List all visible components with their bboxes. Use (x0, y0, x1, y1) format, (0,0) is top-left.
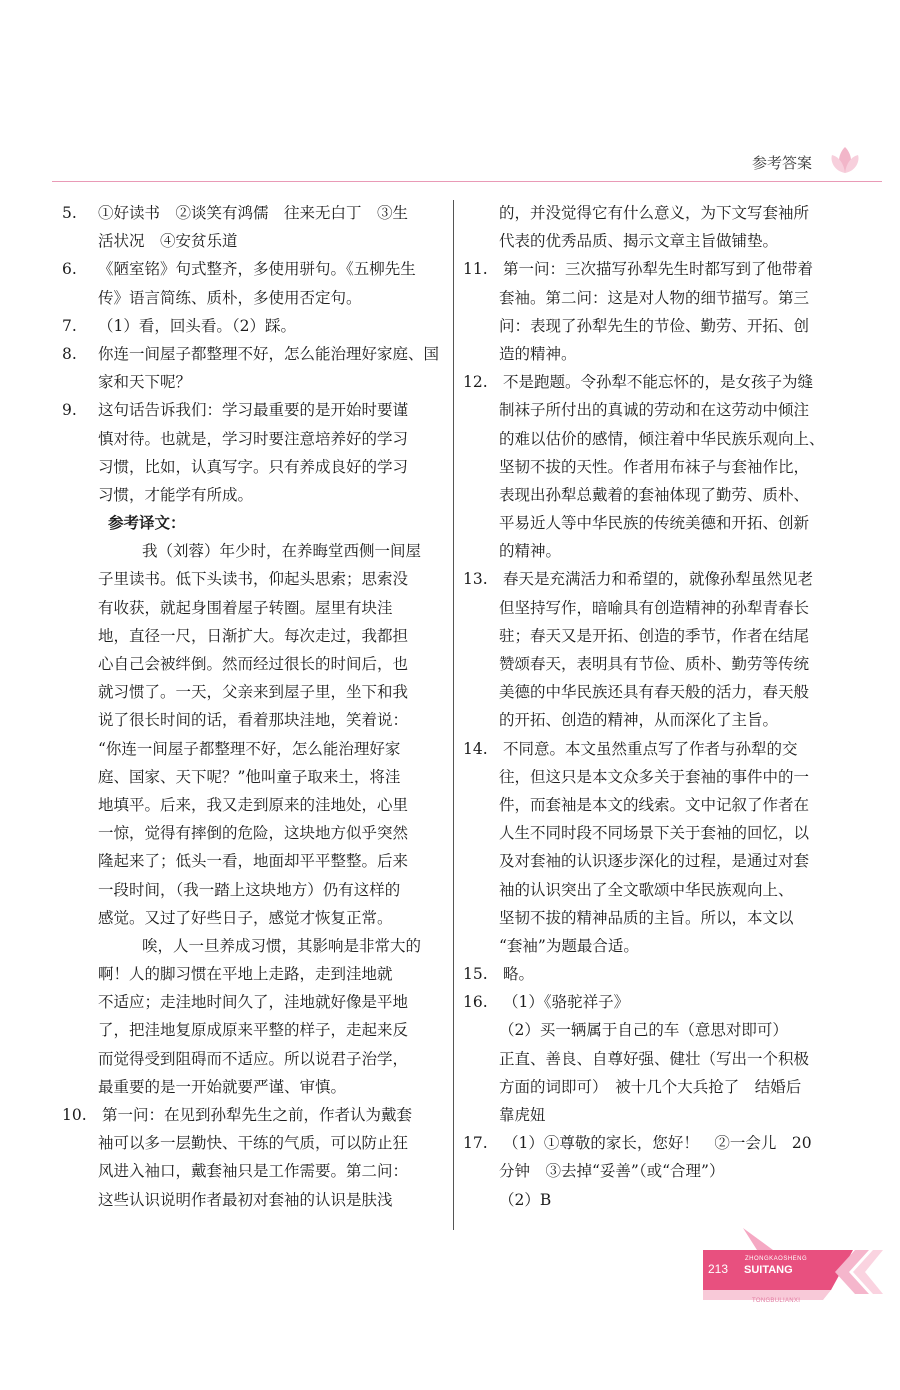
answer-line (463, 650, 827, 678)
answer-text: 第一问：在见到孙犁先生之前，作者认为戴套 (102, 1106, 413, 1124)
answer-line (463, 227, 827, 255)
answer-line (62, 425, 440, 453)
question-number: 17. (463, 1134, 488, 1153)
lotus-leaf-icon (828, 143, 862, 177)
answer-line (62, 1101, 440, 1129)
answer-line (62, 453, 440, 481)
answer-text: 赞颂春天，表明具有节俭、质朴、勤劳等传统 (499, 655, 810, 673)
answer-text: （2）B (499, 1190, 552, 1209)
answer-text: “套袖”为题最合适。 (499, 936, 639, 955)
answer-line (463, 199, 827, 227)
answer-line (62, 904, 440, 932)
answer-text: 子里读书。低下头读书，仰起头思索；思索没 (98, 570, 409, 589)
answer-text: 慎对待。也就是，学习时要注意培养好的学习 (98, 429, 409, 448)
answer-line (62, 735, 440, 763)
answer-line (463, 284, 827, 312)
answer-text: 件，而套袖是本文的线索。文中记叙了作者在 (499, 795, 810, 814)
answer-line (463, 791, 827, 819)
answer-text: 代表的优秀品质、揭示文章主旨做铺垫。 (499, 232, 779, 251)
answer-line (463, 453, 827, 481)
answer-line (62, 876, 440, 904)
answer-text: 而觉得受到阻碍而不适应。所以说君子治学， (98, 1049, 409, 1068)
page-number: 213 (708, 1262, 729, 1276)
answer-line (62, 847, 440, 875)
answer-line (62, 988, 440, 1016)
answer-line (463, 706, 827, 734)
answer-text: （1）《骆驼祥子》 (503, 993, 630, 1012)
answer-line (62, 1157, 440, 1185)
answer-text: ①好读书 ②谈笑有鸿儒 往来无白丁 ③生 (98, 204, 409, 222)
answer-line (463, 988, 827, 1016)
left-answer-column (62, 199, 440, 1214)
answer-line (62, 1129, 440, 1157)
answer-line (463, 1186, 827, 1214)
answer-line (62, 1073, 440, 1101)
answer-text: 靠虎妞 (499, 1106, 546, 1124)
answer-text: 制袜子所付出的真诚的劳动和在这劳动中倾注 (499, 401, 810, 420)
answer-line (463, 932, 827, 960)
answer-text: 第一问：三次描写孙犁先生时都写到了他带着 (503, 260, 814, 279)
answer-line (62, 227, 440, 255)
question-number: 5. (62, 204, 77, 222)
answer-line (62, 199, 440, 227)
answer-text: 及对套袖的认识逐步深化的过程，是通过对套 (499, 852, 810, 871)
answer-text: （1）①尊敬的家长，您好！ ②一会儿 20 (503, 1134, 812, 1153)
answer-line (62, 791, 440, 819)
answer-text: 就习惯了。一天，父亲来到屋子里，坐下和我 (98, 683, 409, 702)
answer-line (62, 1186, 440, 1214)
answer-line (463, 594, 827, 622)
answer-line (463, 904, 827, 932)
answer-text: （1）看，回头看。（2）踩。 (98, 316, 296, 335)
answer-text: 袖可以多一层勤快、干练的气质，可以防止狂 (98, 1134, 409, 1153)
answer-line (62, 340, 440, 368)
answer-text: 习惯，比如，认真写字。只有养成良好的学习 (98, 457, 409, 476)
answer-line (463, 876, 827, 904)
answer-text: 套袖。第二问：这是对人物的细节描写。第三 (499, 288, 810, 307)
answer-line (62, 509, 440, 537)
answer-line (62, 565, 440, 593)
answer-text: 一段时间，（我一踏上这块地方）仍有这样的 (98, 880, 401, 899)
answer-text: 有收获，就起身围着屋子转圈。屋里有块洼 (98, 598, 393, 617)
answer-line (463, 678, 827, 706)
answer-line (62, 537, 440, 565)
answer-line (463, 960, 827, 988)
question-number: 11. (463, 260, 488, 279)
answer-text: 的开拓、创造的精神，从而深化了主旨。 (499, 711, 779, 730)
answer-line (62, 396, 440, 424)
answer-line (463, 1157, 827, 1185)
answer-text: 的精神。 (499, 542, 562, 561)
answer-text: 不是跑题。令孙犁不能忘怀的，是女孩子为缝 (503, 373, 814, 392)
answer-line (463, 425, 827, 453)
answer-line (463, 735, 827, 763)
answer-text: （2）买一辆属于自己的车（意思对即可） (499, 1021, 788, 1040)
answer-text: 往，但这只是本文众多关于套袖的事件中的一 (499, 767, 810, 786)
answer-text: 方面的词即可） 被十几个大兵抢了 结婚后 (499, 1077, 802, 1096)
answer-line (463, 481, 827, 509)
answer-text: 坚韧不拔的天性。作者用布袜子与套袖作比， (499, 457, 810, 476)
answer-text: 我（刘蓉）年少时，在养晦堂西侧一间屋 (142, 542, 422, 561)
answer-text: 最重要的是一开始就要严谨、审慎。 (98, 1077, 347, 1096)
answer-text: 人生不同时段不同场景下关于套袖的回忆，以 (499, 824, 810, 843)
question-number: 6. (62, 260, 77, 279)
answer-line (62, 932, 440, 960)
header-rule (52, 181, 882, 182)
answer-line (463, 509, 827, 537)
answer-text: 平易近人等中华民族的传统美德和开拓、创新 (499, 514, 810, 533)
answer-text: 的难以估价的感情，倾注着中华民族乐观向上、 (499, 429, 825, 448)
right-answer-column (463, 199, 827, 1214)
answer-line (463, 1016, 827, 1044)
answer-line (62, 594, 440, 622)
answer-line (463, 396, 827, 424)
answer-line (62, 312, 440, 340)
answer-text: 活状况 ④安贫乐道 (98, 232, 238, 251)
answer-text: 风进入袖口，戴套袖只是工作需要。第二问： (98, 1162, 409, 1181)
answer-line (463, 763, 827, 791)
answer-text: 地填平。后来，我又走到原来的洼地处，心里 (98, 795, 409, 814)
answer-line (463, 847, 827, 875)
page-header-title: 参考答案 (752, 154, 813, 172)
answer-text: “你连一间屋子都整理不好，怎么能治理好家 (98, 739, 401, 758)
answer-text: 习惯，才能学有所成。 (98, 485, 254, 504)
answer-text: 啊！人的脚习惯在平地上走路，走到洼地就 (98, 965, 393, 984)
answer-text: 不同意。本文虽然重点写了作者与孙犁的交 (503, 739, 798, 758)
answer-text: 说了很长时间的话，看着那块洼地，笑着说： (98, 711, 409, 730)
answer-text: 略。 (503, 965, 535, 984)
answer-text: 唉，人一旦养成习惯，其影响是非常大的 (142, 936, 422, 955)
answer-line (62, 284, 440, 312)
answer-line (62, 1045, 440, 1073)
answer-text: 不适应；走洼地时间久了，洼地就好像是平地 (98, 993, 409, 1012)
question-number: 7. (62, 316, 77, 335)
question-number: 9. (62, 401, 77, 420)
answer-line (463, 1045, 827, 1073)
question-number: 14. (463, 739, 488, 758)
answer-line (463, 537, 827, 565)
answer-text: 问：表现了孙犁先生的节俭、勤劳、开拓、创 (499, 316, 810, 335)
answer-text: 一惊，觉得有摔倒的危险，这块地方似乎突然 (98, 824, 409, 843)
answer-line (463, 340, 827, 368)
answer-text: 感觉。又过了好些日子，感觉才恢复正常。 (98, 908, 393, 927)
answer-text: 坚韧不拔的精神品质的主旨。所以，本文以 (499, 908, 794, 927)
answer-line (62, 678, 440, 706)
answer-text: 《陋室铭》句式整齐，多使用骈句。《五柳先生 (98, 260, 416, 279)
answer-text: 你连一间屋子都整理不好，怎么能治理好家庭、国 (98, 344, 440, 363)
answer-line (62, 368, 440, 396)
question-number: 8. (62, 344, 77, 363)
answer-text: 地，直径一尺，日渐扩大。每次走过，我都担 (98, 626, 409, 645)
answer-text: 造的精神。 (499, 344, 577, 363)
answer-line (463, 565, 827, 593)
answer-line (62, 650, 440, 678)
answer-line (463, 819, 827, 847)
question-number: 13. (463, 570, 488, 589)
answer-text: 表现出孙犁总戴着的套袖体现了勤劳、质朴、 (499, 485, 810, 504)
answer-line (62, 255, 440, 283)
banner-subtitle: TONGBULIANXI (752, 1298, 801, 1304)
answer-text: 驻；春天又是开拓、创造的季节，作者在结尾 (499, 626, 810, 645)
answer-line (463, 312, 827, 340)
answer-line (62, 960, 440, 988)
answer-text: 心自己会被绊倒。然而经过很长的时间后，也 (98, 655, 409, 673)
answer-text: 这些认识说明作者最初对套袖的认识是肤浅 (98, 1190, 393, 1209)
answer-line (62, 481, 440, 509)
answer-text: 美德的中华民族还具有春天般的活力，春天般 (499, 683, 810, 702)
answer-text: 家和天下呢？ (98, 373, 192, 392)
answer-text: 但坚持写作，暗喻具有创造精神的孙犁青春长 (499, 598, 810, 617)
answer-text: 这句话告诉我们：学习最重要的是开始时要谨 (98, 401, 409, 420)
answer-line (62, 819, 440, 847)
answer-text: 袖的认识突出了全文歌颂中华民族观向上、 (499, 880, 794, 899)
question-number: 15. (463, 965, 488, 984)
answer-text: 传》语言简练、质朴，多使用否定句。 (98, 288, 362, 307)
answer-text: 分钟 ③去掉“妥善”（或“合理”） (499, 1162, 725, 1181)
answer-line (463, 1129, 827, 1157)
column-divider (453, 200, 454, 1230)
answer-text: 参考译文： (108, 513, 186, 533)
answer-line (463, 255, 827, 283)
banner-title: SUITANG (744, 1264, 793, 1276)
answer-text: 庭、国家、天下呢？”他叫童子取来土，将洼 (98, 767, 401, 786)
answer-text: 隆起来了；低头一看，地面却平平整整。后来 (98, 852, 409, 871)
question-number: 16. (463, 993, 488, 1012)
answer-text: 春天是充满活力和希望的，就像孙犁虽然见老 (503, 570, 814, 589)
answer-line (463, 1073, 827, 1101)
answer-text: 了，把洼地复原成原来平整的样子，走起来反 (98, 1021, 409, 1040)
answer-line (463, 622, 827, 650)
answer-line (62, 763, 440, 791)
question-number: 12. (463, 373, 488, 392)
answer-line (62, 706, 440, 734)
question-number: 10. (62, 1106, 87, 1124)
answer-text: 正直、善良、自尊好强、健壮（写出一个积极 (499, 1049, 810, 1068)
banner-small-text: ZHONGKAOSHENG (745, 1256, 808, 1262)
answer-line (463, 368, 827, 396)
answer-text: 的，并没觉得它有什么意义，为下文写套袖所 (499, 204, 810, 222)
answer-line (463, 1101, 827, 1129)
answer-line (62, 1016, 440, 1044)
answer-line (62, 622, 440, 650)
